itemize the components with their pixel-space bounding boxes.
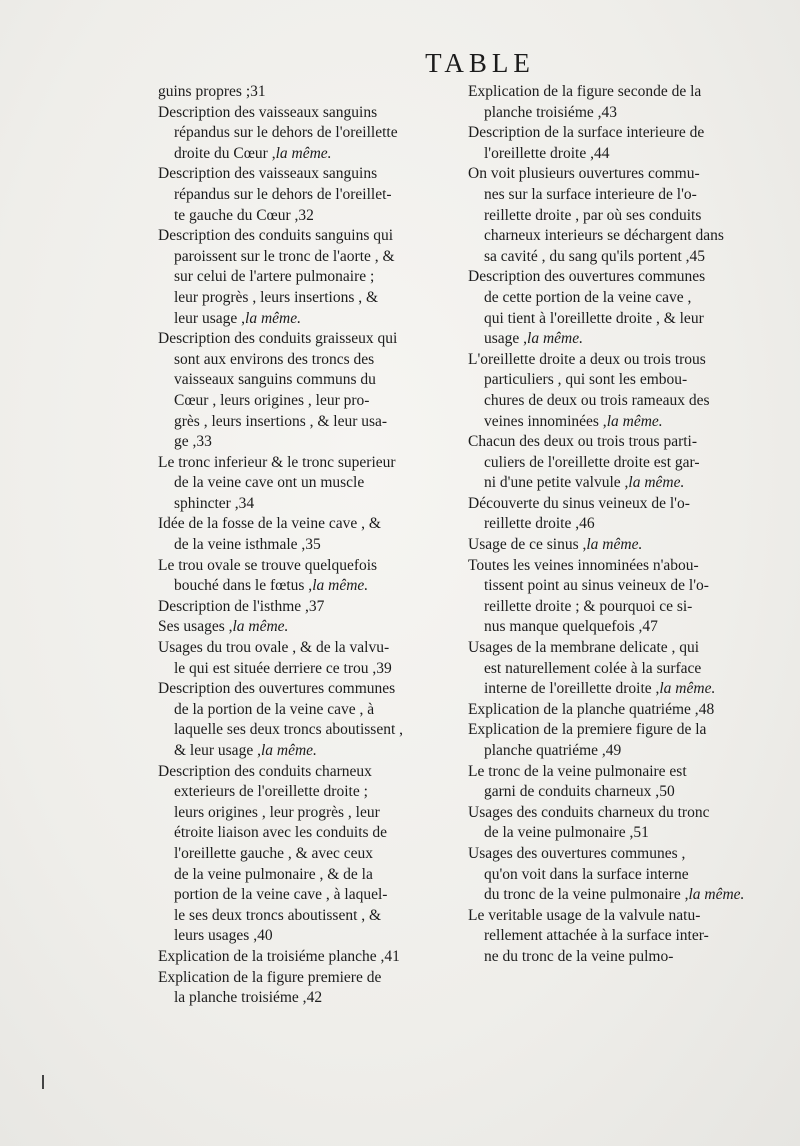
page-number: 48: [698, 700, 715, 718]
entry-line: [158, 762, 456, 783]
entry-text: charneux interieurs se déchargent dans: [484, 227, 724, 245]
page-number: 40: [257, 927, 273, 945]
index-entry: [468, 123, 764, 164]
entry-line: [468, 597, 764, 618]
entry-line: [158, 700, 456, 721]
entry-text: garni de conduits charneux ,: [484, 783, 660, 801]
page-number: la même.: [527, 330, 583, 348]
page-number: la même.: [260, 742, 317, 759]
page-number: 34: [238, 494, 255, 512]
index-entry: [468, 350, 764, 432]
entry-line: [158, 432, 456, 453]
index-entry: [158, 638, 456, 679]
entry-text: l'oreillette gauche , & avec ceux: [174, 844, 374, 862]
index-entry: [468, 906, 764, 968]
entry-line: [468, 576, 764, 597]
index-entry: [468, 720, 764, 761]
entry-text: la planche troisiéme ,: [174, 989, 307, 1007]
entry-text: répandus sur le dehors de l'oreillette: [174, 124, 398, 142]
index-entry: [158, 679, 456, 761]
index-entry: [468, 803, 764, 844]
entry-text: usage ,: [484, 330, 528, 348]
entry-line: [468, 885, 764, 906]
entry-line: [468, 309, 764, 330]
entry-text: ne du tronc de la veine pulmo-: [484, 947, 674, 965]
entry-line: [158, 123, 456, 144]
entry-text: Découverte du sinus veineux de l'o-: [468, 494, 690, 512]
page-number: 50: [659, 783, 675, 801]
entry-text: Chacun des deux ou trois trous parti-: [468, 433, 698, 451]
entry-line: [158, 267, 456, 288]
entry-text: de cette portion de la veine cave ,: [484, 288, 692, 306]
entry-line: [468, 803, 764, 824]
entry-line: [468, 494, 764, 515]
entry-text: Description des conduits charneux: [158, 762, 372, 780]
index-entry: [158, 968, 456, 1009]
entry-text: Description des vaisseaux sanguins: [158, 165, 378, 183]
entry-line: [158, 823, 456, 844]
entry-text: Explication de la premiere figure de la: [468, 721, 707, 739]
entry-line: [468, 123, 764, 144]
entry-line: [468, 82, 764, 103]
entry-line: [468, 638, 764, 659]
entry-line: [158, 926, 456, 947]
entry-text: te gauche du Cœur ,: [174, 206, 299, 224]
entry-line: [158, 720, 456, 741]
entry-text: vaisseaux sanguins communs du: [174, 371, 376, 389]
page-number: 32: [298, 206, 314, 224]
page-number: 35: [305, 536, 321, 554]
page-number: la même.: [659, 680, 716, 698]
left-column: [158, 82, 456, 1009]
entry-text: bouché dans le fœtus ,: [174, 577, 313, 595]
entry-line: [158, 309, 456, 330]
entry-line: [158, 288, 456, 309]
entry-text: de la veine isthmale ,: [174, 536, 306, 554]
entry-text: droite du Cœur ,: [174, 144, 276, 162]
entry-line: [158, 412, 456, 433]
index-entry: [468, 638, 764, 700]
index-entry: [158, 103, 456, 165]
entry-line: [468, 659, 764, 680]
entry-text: Le tronc de la veine pulmonaire est: [468, 762, 687, 780]
entry-text: Usages du trou ovale , & de la valvu-: [158, 639, 390, 657]
entry-text: Usages de la membrane delicate , qui: [468, 639, 700, 657]
entry-text: grès , leurs insertions , & leur usa-: [174, 412, 388, 430]
entry-text: qui tient à l'oreillette droite , & leur: [484, 309, 704, 327]
entry-line: [158, 473, 456, 494]
entry-line: [158, 576, 456, 597]
entry-text: de la veine pulmonaire , & de la: [174, 865, 373, 883]
page-number: 39: [376, 659, 392, 677]
entry-line: [468, 906, 764, 927]
entry-line: [468, 267, 764, 288]
entry-line: [158, 247, 456, 268]
entry-line: [158, 885, 456, 906]
page-number: la même.: [245, 309, 301, 327]
entry-text: Le trou ovale se trouve quelquefois: [158, 556, 378, 574]
entry-line: [468, 865, 764, 886]
entry-line: [158, 82, 456, 103]
page-header-title: TABLE: [425, 48, 535, 78]
entry-text: interne de l'oreillette droite ,: [484, 680, 660, 698]
entry-text: leur progrès , leurs insertions , &: [174, 288, 379, 306]
index-entry: [468, 700, 764, 721]
entry-text: sur celui de l'artere pulmonaire ;: [174, 268, 375, 286]
entry-line: [468, 164, 764, 185]
entry-text: ni d'une petite valvule ,: [484, 474, 629, 492]
index-entry: [158, 556, 456, 597]
entry-line: [158, 947, 456, 968]
entry-line: [468, 432, 764, 453]
entry-line: [158, 164, 456, 185]
entry-text: Description des conduits graisseux qui: [158, 330, 398, 348]
entry-text: leurs origines , leur progrès , leur: [174, 803, 380, 821]
entry-line: [468, 412, 764, 433]
entry-line: [468, 556, 764, 577]
entry-line: [468, 762, 764, 783]
entry-line: [158, 514, 456, 535]
index-entry: [468, 267, 764, 349]
entry-line: [468, 823, 764, 844]
entry-text: ge ,: [174, 433, 197, 451]
index-entry: [468, 556, 764, 638]
entry-text: planche troisiéme ,: [484, 103, 602, 121]
page-number: 49: [605, 742, 622, 759]
entry-line: [468, 782, 764, 803]
entry-line: [158, 638, 456, 659]
entry-line: [158, 391, 456, 412]
entry-text: leur usage ,: [174, 309, 246, 327]
entry-line: [468, 947, 764, 968]
entry-text: Explication de la planche quatriéme ,: [468, 700, 699, 718]
index-entry: [158, 453, 456, 515]
entry-line: [158, 350, 456, 371]
margin-mark: [42, 1075, 44, 1089]
entry-text: Usages des conduits charneux du tronc: [468, 803, 710, 821]
entry-text: répandus sur le dehors de l'oreillet-: [174, 185, 392, 203]
index-entry: [158, 329, 456, 453]
entry-line: [468, 535, 764, 556]
page-number: 47: [642, 618, 658, 636]
entry-line: [468, 679, 764, 700]
entry-line: [158, 968, 456, 989]
entry-text: Description des conduits sanguins qui: [158, 227, 394, 245]
entry-text: exterieurs de l'oreillette droite ;: [174, 783, 368, 801]
entry-text: laquelle ses deux troncs aboutissent ,: [174, 721, 404, 739]
entry-line: [158, 988, 456, 1009]
entry-line: [468, 226, 764, 247]
entry-text: Ses usages ,: [158, 618, 233, 636]
index-entry: [468, 535, 764, 556]
entry-text: & leur usage ,: [174, 742, 261, 759]
entry-line: [468, 391, 764, 412]
entry-text: Usages des ouvertures communes ,: [468, 844, 686, 862]
index-entry: [158, 82, 456, 103]
entry-line: [158, 679, 456, 700]
entry-text: de la veine pulmonaire ,: [484, 824, 634, 842]
page-number: 33: [196, 433, 212, 451]
entry-line: [468, 103, 764, 124]
entry-text: le ses deux troncs aboutissent , &: [174, 906, 382, 924]
page-number: 44: [593, 144, 610, 162]
entry-text: sphincter ,: [174, 494, 239, 512]
index-entry: [468, 164, 764, 267]
entry-line: [468, 926, 764, 947]
entry-text: Usage de ce sinus ,: [468, 536, 587, 554]
index-entry: [158, 762, 456, 947]
entry-text: Description des ouvertures communes: [468, 268, 706, 286]
entry-line: [468, 206, 764, 227]
entry-text: chures de deux ou trois rameaux des: [484, 391, 710, 409]
page-number: 46: [579, 515, 595, 533]
entry-text: paroissent sur le tronc de l'aorte , &: [174, 247, 395, 265]
entry-line: [158, 226, 456, 247]
entry-line: [468, 350, 764, 371]
entry-line: [158, 329, 456, 350]
entry-line: [468, 514, 764, 535]
index-entry: [158, 617, 456, 638]
index-entry: [158, 164, 456, 226]
entry-line: [158, 597, 456, 618]
entry-line: [158, 782, 456, 803]
entry-line: [158, 103, 456, 124]
entry-line: [158, 865, 456, 886]
page-number: la même.: [606, 412, 663, 430]
index-entry: [468, 82, 764, 123]
entry-text: reillette droite ,: [484, 515, 580, 533]
entry-line: [158, 494, 456, 515]
page-number: la même.: [628, 474, 685, 492]
entry-text: sa cavité , du sang qu'ils portent ,: [484, 247, 690, 265]
entry-text: On voit plusieurs ouvertures commu-: [468, 165, 700, 183]
entry-text: le qui est située derriere ce trou ,: [174, 659, 377, 677]
index-entry: [468, 432, 764, 494]
entry-line: [468, 329, 764, 350]
right-column: [468, 82, 764, 968]
entry-text: rellement attachée à la surface inter-: [484, 927, 709, 945]
page-number: 41: [384, 947, 400, 965]
entry-text: Toutes les veines innominées n'abou-: [468, 556, 699, 574]
entry-line: [158, 803, 456, 824]
page-number: 42: [306, 989, 323, 1007]
entry-text: portion de la veine cave , à laquel-: [174, 886, 388, 904]
entry-text: reillette droite , par où ses conduits: [484, 206, 702, 224]
entry-line: [468, 247, 764, 268]
entry-text: sont aux environs des troncs des: [174, 350, 375, 368]
entry-text: de la portion de la veine cave , à: [174, 700, 375, 718]
entry-line: [158, 659, 456, 680]
entry-text: nus manque quelquefois ,: [484, 618, 643, 636]
page-number: 31: [250, 83, 266, 100]
entry-line: [158, 844, 456, 865]
index-entry: [158, 514, 456, 555]
page-number: 45: [689, 247, 706, 265]
entry-line: [468, 185, 764, 206]
entry-text: Idée de la fosse de la veine cave , &: [158, 515, 381, 533]
index-entry: [468, 494, 764, 535]
entry-line: [158, 556, 456, 577]
entry-line: [468, 288, 764, 309]
page-number: la même.: [688, 886, 745, 904]
entry-text: planche quatriéme ,: [484, 742, 606, 759]
entry-text: Le tronc inferieur & le tronc superieur: [158, 453, 396, 471]
entry-line: [468, 700, 764, 721]
entry-text: nes sur la surface interieure de l'o-: [484, 185, 697, 203]
entry-text: reillette droite ; & pourquoi ce si-: [484, 597, 693, 615]
page-number: la même.: [586, 536, 643, 554]
entry-text: tissent point au sinus veineux de l'o-: [484, 577, 709, 595]
entry-text: l'oreillette droite ,: [484, 144, 594, 162]
entry-line: [468, 453, 764, 474]
page-number: 51: [633, 824, 649, 842]
index-entry: [158, 226, 456, 329]
entry-line: [158, 617, 456, 638]
entry-text: Explication de la figure seconde de la: [468, 83, 702, 100]
entry-text: Le veritable usage de la valvule natu-: [468, 906, 701, 924]
entry-text: Cœur , leurs origines , leur pro-: [174, 391, 370, 409]
entry-line: [158, 741, 456, 762]
entry-line: [158, 535, 456, 556]
page-number: 43: [601, 103, 617, 121]
page-number: 37: [308, 597, 325, 615]
entry-line: [158, 453, 456, 474]
entry-text: culiers de l'oreillette droite est gar-: [484, 453, 700, 471]
entry-line: [158, 185, 456, 206]
entry-line: [468, 370, 764, 391]
entry-text: L'oreillette droite a deux ou trois trous: [468, 350, 706, 368]
entry-text: veines innominées ,: [484, 412, 607, 430]
entry-line: [468, 720, 764, 741]
entry-text: du tronc de la veine pulmonaire ,: [484, 886, 689, 904]
index-entry: [158, 597, 456, 618]
entry-line: [468, 617, 764, 638]
entry-text: étroite liaison avec les conduits de: [174, 824, 388, 842]
entry-line: [468, 144, 764, 165]
page-number: la même.: [275, 144, 332, 162]
entry-text: de la veine cave ont un muscle: [174, 474, 365, 492]
entry-text: est naturellement colée à la surface: [484, 659, 702, 677]
entry-text: Description des ouvertures communes: [158, 680, 396, 698]
entry-line: [468, 741, 764, 762]
page-number: la même.: [232, 618, 289, 636]
entry-line: [158, 206, 456, 227]
entry-text: qu'on voit dans la surface interne: [484, 865, 689, 883]
entry-text: leurs usages ,: [174, 927, 258, 945]
entry-line: [158, 144, 456, 165]
entry-text: Description de la surface interieure de: [468, 124, 705, 142]
entry-text: Explication de la figure premiere de: [158, 968, 382, 986]
entry-text: Description des vaisseaux sanguins: [158, 103, 378, 121]
entry-line: [158, 906, 456, 927]
page-number: la même.: [312, 577, 369, 595]
entry-text: Description de l'isthme ,: [158, 597, 309, 615]
entry-text: guins propres ;: [158, 83, 251, 100]
index-entry: [468, 844, 764, 906]
index-entry: [468, 762, 764, 803]
entry-line: [468, 844, 764, 865]
entry-text: particuliers , qui sont les embou-: [484, 371, 688, 389]
entry-line: [468, 473, 764, 494]
entry-text: Explication de la troisiéme planche ,: [158, 947, 385, 965]
index-entry: [158, 947, 456, 968]
entry-line: [158, 370, 456, 391]
